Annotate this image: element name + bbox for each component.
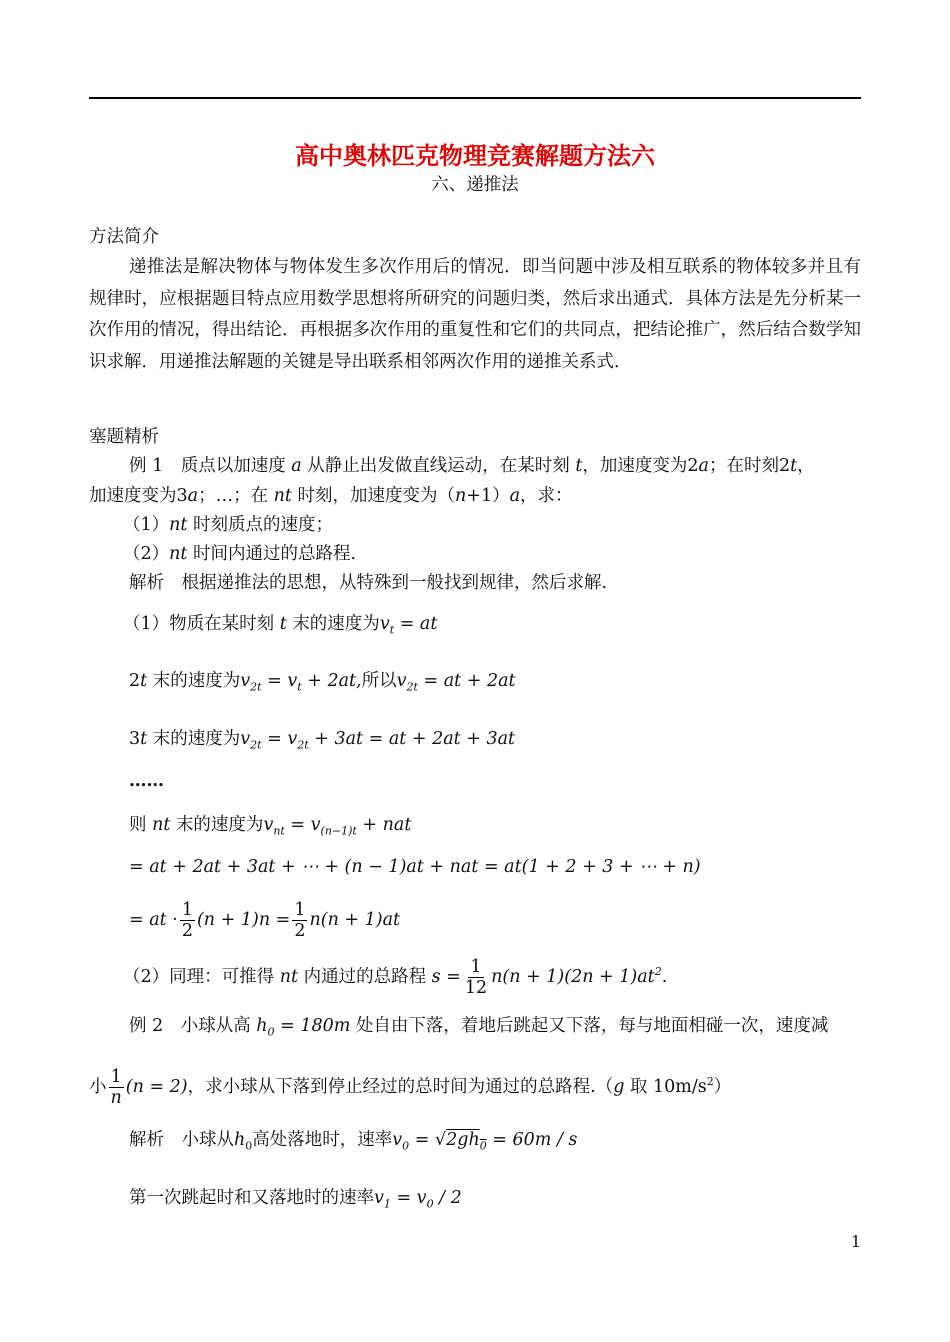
ex1-analysis: 解析 根据递推法的思想，从特殊到一般找到规律，然后求解. — [129, 573, 608, 593]
examples-heading: 塞题精析 — [89, 427, 159, 447]
ex1-question-1: （1）nt 时刻质点的速度； — [123, 515, 334, 535]
ex1-step-3: 3t 末的速度为$v_{2t} = v_{2t} + 3at$ = at + 2at + 3at — [129, 729, 516, 752]
ex1-line1: 例 1 质点以加速度 a 从静止出发做直线运动，在某时刻 t，加速度变为2a；在时刻2t， — [129, 456, 815, 476]
ex1-step-2: 2t 末的速度为$v_{2t} = v_t + 2at$,所以$v_{2t}$ = at + 2at — [129, 671, 516, 694]
ex1-line2: 加速度变为3a；…；在 nt 时刻，加速度变为（n+1）a，求： — [89, 486, 573, 506]
ex2-line1: 例 2 小球从高 $h_0 = 180m$ 处自由下落，着地后跳起又下落，每与地面相碰一次，速度减 — [129, 1016, 829, 1039]
page-number: 1 — [850, 1232, 861, 1251]
document-title: 高中奥林匹克物理竞赛解题方法六 — [295, 141, 655, 170]
intro-heading: 方法简介 — [89, 227, 159, 247]
ex1-part-2-answer: （2）同理：可推得 nt 内通过的总路程 s = $\frac{1}{12}$ $n(n + 1)(2n + 1)at^2$. — [123, 956, 668, 998]
ex2-line2: 小 $\frac{1}{n}$ (n = 2)，求小球从下落到停止经过的总时间为通过的总路程.（g 取 $10m/s^2$） — [89, 1066, 732, 1108]
ex1-sum-line: = at + 2at + 3at + ⋯ + (n − 1)at + nat = at(1 + 2 + 3 + ⋯ + n) — [129, 857, 701, 877]
document-subtitle: 六、递推法 — [431, 175, 519, 195]
ex1-step-n: 则 nt 末的速度为$v_{nt} = v_{(n-1)t}$ + nat — [129, 815, 412, 838]
ex2-first-bounce: 第一次跳起时和又落地时的速率$v_1 = v_0 / 2$ — [129, 1188, 462, 1211]
ex1-step-1: （1）物质在某时刻 t 末的速度为$v_t$ = at — [123, 614, 438, 637]
ex1-ellipsis: …… — [129, 771, 164, 791]
intro-paragraph: 递推法是解决物体与物体发生多次作用后的情况．即当问题中涉及相互联系的物体较多并且有规律时，应根据题目特点应用数学思想将所研究的问题归类，然后求出通式．具体方法是先分析某一次作用的情况，得出结论．再根据多次作用的重复性和它们的共同点，把结论推广，然后结合数学知识求解．用递推法解题的关键是导出联系相邻两次作用的递推关系式． — [89, 257, 861, 372]
header-rule — [89, 97, 861, 99]
ex1-result-line: = at · $\frac{1}{2}$ (n + 1)n = $\frac{1}{2}$ n(n + 1)at — [129, 900, 401, 941]
ex1-question-2: （2）nt 时间内通过的总路程. — [123, 544, 357, 564]
ex2-analysis: 解析 小球从$h_0$高处落地时，速率$v_0 = √2gh_0 = 60m / s$ — [129, 1130, 578, 1153]
